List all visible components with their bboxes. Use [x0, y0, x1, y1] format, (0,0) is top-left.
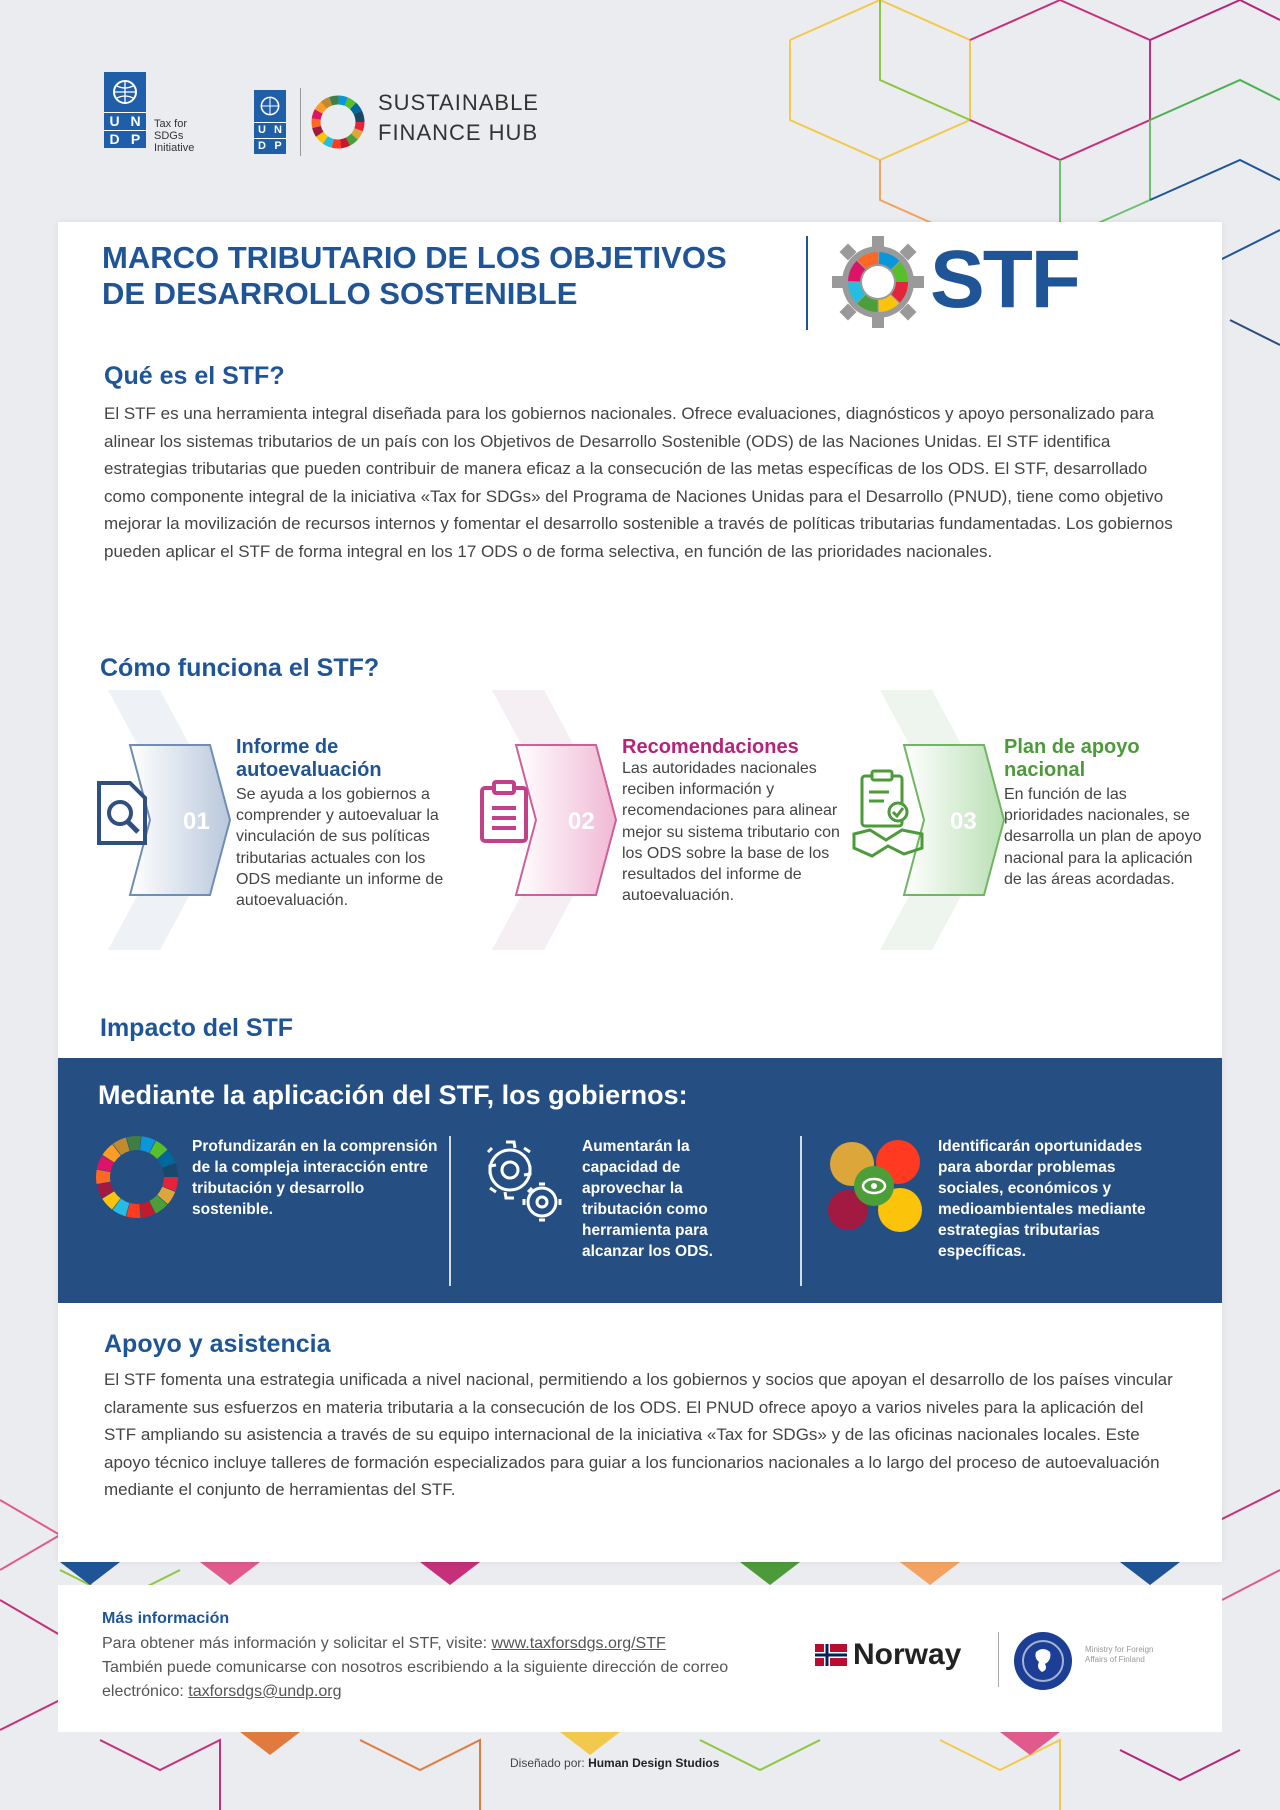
page-title — [102, 240, 802, 312]
tax-for-sdgs-label: Tax for SDGs Initiative — [154, 118, 195, 154]
more-info-line1: Para obtener más información y solicitar el STF, visite: — [102, 1635, 492, 1652]
que-es-body: El STF es una herramienta integral diseñada para los gobiernos nacionales. Ofrece evaluaciones, diagnósticos y apoyo personalizado para alinear los sistemas tributarios de un país con los Objetivos de Desarrollo Sostenible (ODS) de las Naciones Unidas. El STF identifica estrategias tributarias que pueden contribuir de manera eficaz a la consecución de las metas específicas de los ODS. El STF, desarrollado como componente integral de la iniciativa «Tax for SDGs» del Programa de Naciones Unidas para el Desarrollo (PNUD), tiene como objetivo mejorar la movilización de recursos internos y fomentar el desarrollo sostenible a través de políticas tributarias fundamentadas. Los gobiernos pueden aplicar el STF de forma integral en los 17 ODS o de forma selectiva, en función de las prioridades nacionales. — [104, 404, 1173, 561]
footer-divider — [998, 1632, 999, 1687]
heading-apoyo: Apoyo y asistencia — [104, 1330, 331, 1358]
page-title-line1: MARCO TRIBUTARIO DE LOS OBJETIVOS — [102, 240, 727, 275]
step-1-desc: Se ayuda a los gobiernos a comprender y autoevaluar la vinculación de sus políticas tributarias actuales con los ODS mediante un informe de autoevaluación. — [236, 786, 444, 910]
hub-title-line1: SUSTAINABLE — [378, 90, 539, 115]
undp-letter: P — [125, 130, 146, 148]
header-divider — [300, 88, 301, 156]
page-title-line2: DE DESARROLLO SOSTENIBLE — [102, 276, 578, 311]
undp-logo-hub — [254, 90, 286, 154]
stf-brand: STF — [930, 234, 1079, 325]
step-2-desc: Las autoridades nacionales reciben información y recomendaciones para alinear mejor su sistema tributario con los ODS sobre la base de los resultados del informe de autoevaluación. — [622, 760, 840, 905]
impact-item-2: Aumentarán la capacidad de aprovechar la tributación como herramienta para alcanzar los ODS. — [582, 1138, 713, 1260]
heading-impacto: Impacto del STF — [100, 1014, 294, 1042]
heading-que-es: Qué es el STF? — [104, 362, 285, 390]
email-link[interactable]: taxforsdgs@undp.org — [188, 1683, 342, 1700]
more-info-text — [102, 1632, 782, 1704]
step-1-title: Informe de autoevaluación — [236, 736, 382, 781]
undp-letter: N — [125, 112, 146, 130]
undp-letter: D — [104, 130, 125, 148]
step-number: 01 — [183, 808, 210, 835]
norway-logo — [815, 1638, 961, 1672]
apoyo-body: El STF fomenta una estrategia unificada a nivel nacional, permitiendo a los gobiernos y socios que apoyan el desarrollo de los países vincular claramente sus esfuerzos en materia tributaria a la consecución de los ODS. El PNUD ofrece apoyo a varios niveles para la aplicación del STF ampliando su asistencia a través de su equipo internacional de la iniciativa «Tax for SDGs» y de las oficinas nacionales locales. Este apoyo técnico incluye talleres de formación especializados para guiar a los funcionarios nacionales a lo largo del proceso de autoevaluación mediante el conjunto de herramientas del STF. — [104, 1370, 1173, 1500]
step-3-desc: En función de las prioridades nacionales, se desarrolla un plan de apoyo nacional para la aplicación de las áreas acordadas. — [1004, 786, 1202, 888]
more-info-line2: También puede comunicarse con nosotros escribiendo a la siguiente dirección de correo electrónico: — [102, 1659, 729, 1700]
un-globe-icon — [254, 90, 286, 122]
norway-flag-icon — [815, 1644, 847, 1666]
undp-letter: D — [254, 138, 270, 154]
gears-icon — [474, 1134, 570, 1230]
norway-label: Norway — [853, 1638, 962, 1671]
ministry-label: Ministry for Foreign Affairs of Finland — [1085, 1645, 1154, 1664]
step-3-title: Plan de apoyo nacional — [1004, 736, 1140, 781]
undp-letter: P — [270, 138, 286, 154]
un-globe-icon — [104, 72, 146, 112]
undp-letter: U — [254, 122, 270, 138]
step-number: 03 — [950, 808, 977, 835]
impact-divider — [800, 1136, 802, 1286]
impact-item-1: Profundizarán en la comprensión de la compleja interacción entre tributación y desarrollo sostenible. — [192, 1138, 438, 1218]
handshake-checklist-icon — [852, 768, 924, 860]
heading-como-funciona: Cómo funciona el STF? — [100, 654, 380, 682]
sdg-wheel-icon — [94, 1134, 180, 1220]
stf-gear-icon — [828, 232, 928, 332]
designed-by-label: Diseñado por: — [510, 1756, 585, 1770]
impact-divider — [449, 1136, 451, 1286]
more-info-heading: Más información — [102, 1610, 230, 1627]
undp-logo-tax — [104, 72, 146, 148]
finland-ministry-emblem-icon — [1012, 1630, 1074, 1692]
undp-letter: U — [104, 112, 125, 130]
hub-title-line2: FINANCE HUB — [378, 120, 539, 145]
sdg-goals-cluster-icon — [822, 1134, 928, 1240]
title-divider — [806, 236, 808, 330]
sdg-wheel-icon — [308, 92, 368, 152]
stf-website-link[interactable]: www.taxforsdgs.org/STF — [491, 1635, 666, 1652]
impact-item-3: Identificarán oportunidades para abordar problemas sociales, económicos y medioambientales mediante estrategias tributarias específicas. — [938, 1138, 1146, 1260]
clipboard-icon — [478, 780, 530, 844]
step-2-title: Recomendaciones — [622, 736, 799, 758]
designed-by-studio: Human Design Studios — [588, 1756, 720, 1770]
document-search-icon — [96, 780, 148, 846]
undp-letter: N — [270, 122, 286, 138]
designed-by — [510, 1756, 719, 1770]
step-number: 02 — [568, 808, 595, 835]
impact-band-heading: Mediante la aplicación del STF, los gobiernos: — [98, 1080, 688, 1110]
